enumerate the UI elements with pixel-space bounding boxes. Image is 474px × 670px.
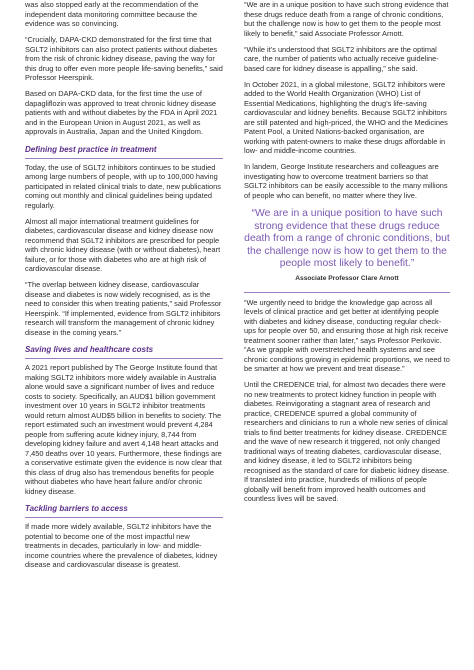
section-heading: Tackling barriers to access	[25, 504, 223, 518]
paragraph: Almost all major international treatment guidelines for diabetes, cardiovascular disease and kidney disease now recommend that SGLT2 inhibitors are prescribed for people with chronic kidney disease (with or without diabetes), heart failure, or for those with diabetes who are at high risk of cardiovascular disease.	[25, 216, 221, 273]
paragraph: “The overlap between kidney disease, cardiovascular disease and diabetes is now widely recognised, as is the need to consider this when treating patients,” said Professor Heerspink. “If implemented, evidence from SGLT2 inhibitors research will transform the management of chronic kidney disease in the coming years.”	[25, 280, 222, 337]
section-heading: Defining best practice in treatment	[25, 145, 223, 159]
paragraph: If made more widely available, SGLT2 inhibitors have the potential to become one of the most impactful new treatments in decades, particularly in low- and middle-income countries where the prevalence of diabetes, kidney disease and cardiovascular disease is greatest.	[25, 522, 218, 569]
paragraph: was also stopped early at the recommendation of the independent data monitoring committee because the evidence was so convincing.	[25, 0, 199, 28]
paragraph: “Crucially, DAPA-CKD demonstrated for the first time that SGLT2 inhibitors can also protect patients without diabetes from the risk of chronic kidney disease, paving the way for this drug to offer even more people life-saving benefits,” said Professor Heerspink.	[25, 35, 223, 82]
paragraph: Until the CREDENCE trial, for almost two decades there were no new treatments to protect kidney function in people with diabetes. Reinvigorating a stagnant area of research and practice, CREDENCE spurred a global community of researchers and clinicians to run a whole new series of clinical trials to find better treatments for kidney disease. CREDENCE and the wave of new research it triggered, not only changed traditional ways of treating diabetes, cardiovascular disease, and kidney disease, it led to SGLT2 inhibitors being recognised as the standard of care for diabetic kidney disease. If translated into practice, hundreds of millions of people globally will benefit from improved health outcomes and countless lives will be saved.	[244, 380, 450, 504]
paragraph: In October 2021, in a global milestone, SGLT2 inhibitors were added to the World Health Organization (WHO) List of Essential Medications, highlighting the drug’s life-saving cardiovascular and kidney benefits. Because SGLT2 inhibitors are still patented and high-priced, the WHO and the Medicines Patent Pool, a United Nations-backed organisation, are working with patent-owners to make these drugs affordable in low- and middle-income countries.	[244, 79, 448, 155]
divider	[244, 292, 450, 293]
pull-quote-block	[244, 208, 450, 283]
paragraph: A 2021 report published by The George Institute found that making SGLT2 inhibitors more widely available in Australia alone would save a significant number of lives and reduce costs to society. Specifically, an AUD$1 billion government investment over 10 years in SGLT2 inhibitor treatments would return almost AUD$5 billion in benefits to society. The report estimated such an investment would prevent 4,284 people from suffering acute kidney injury, 8,744 from developing kidney failure and avert 4,148 heart attacks and 7,450 deaths over 10 years. Furthermore, these findings are a conservative estimate given the evidence is now clear that this class of drug also has tremendous benefits for people without diabetes who have heart failure and/or chronic kidney disease.	[25, 363, 222, 496]
section-heading: Saving lives and healthcare costs	[25, 345, 223, 359]
paragraph: “We are in a unique position to have such strong evidence that these drugs reduce death from a range of chronic conditions, but the challenge now is how to get them to the people most likely to benefit,” said Associate Professor Arnott.	[244, 0, 449, 38]
paragraph: Today, the use of SGLT2 inhibitors continues to be studied among large numbers of people, with up to 100,000 having participated in related clinical trials to date, new publications coming out monthly and clinical guidelines being updated regularly.	[25, 162, 221, 210]
left-column	[25, 0, 223, 576]
paragraph: “While it’s understood that SGLT2 inhibitors are the optimal care, the number of patients who actually receive guideline-based care for kidney disease is appalling,” she said.	[244, 44, 439, 73]
right-column	[244, 0, 450, 510]
paragraph: Based on DAPA-CKD data, for the first time the use of dapagliflozin was approved to treat chronic kidney disease patients with and without diabetes by the FDA in April 2021 and in the European Union in August 2021, as well as approvals in Australia, Japan and the United Kingdom.	[25, 89, 218, 136]
paragraph: “We urgently need to bridge the knowledge gap across all levels of clinical practice and get better at identifying people with diabetes and kidney disease, conducting regular check-ups for people over 50, and ensuring those at high risk receive treatment sooner rather than later,” says Professor Perkovic. “As we grapple with overstretched health systems and see chronic conditions growing in epidemic proportions, we need to be smarter at how we prevent and treat disease.”	[244, 297, 450, 374]
pull-quote: “We are in a unique position to have such strong evidence that these drugs reduce death from a range of chronic conditions, but the challenge now is how to get them to the people most likely to benefit.”	[244, 208, 450, 270]
quote-attribution: Associate Professor Clare Arnott	[295, 274, 399, 282]
paragraph: In landem, George Institute researchers and colleagues are investigating how to overcome treatment barriers so that SGLT2 inhibitors can be easily accessible to the many millions of people who can benefit, no matter where they live.	[244, 162, 448, 200]
